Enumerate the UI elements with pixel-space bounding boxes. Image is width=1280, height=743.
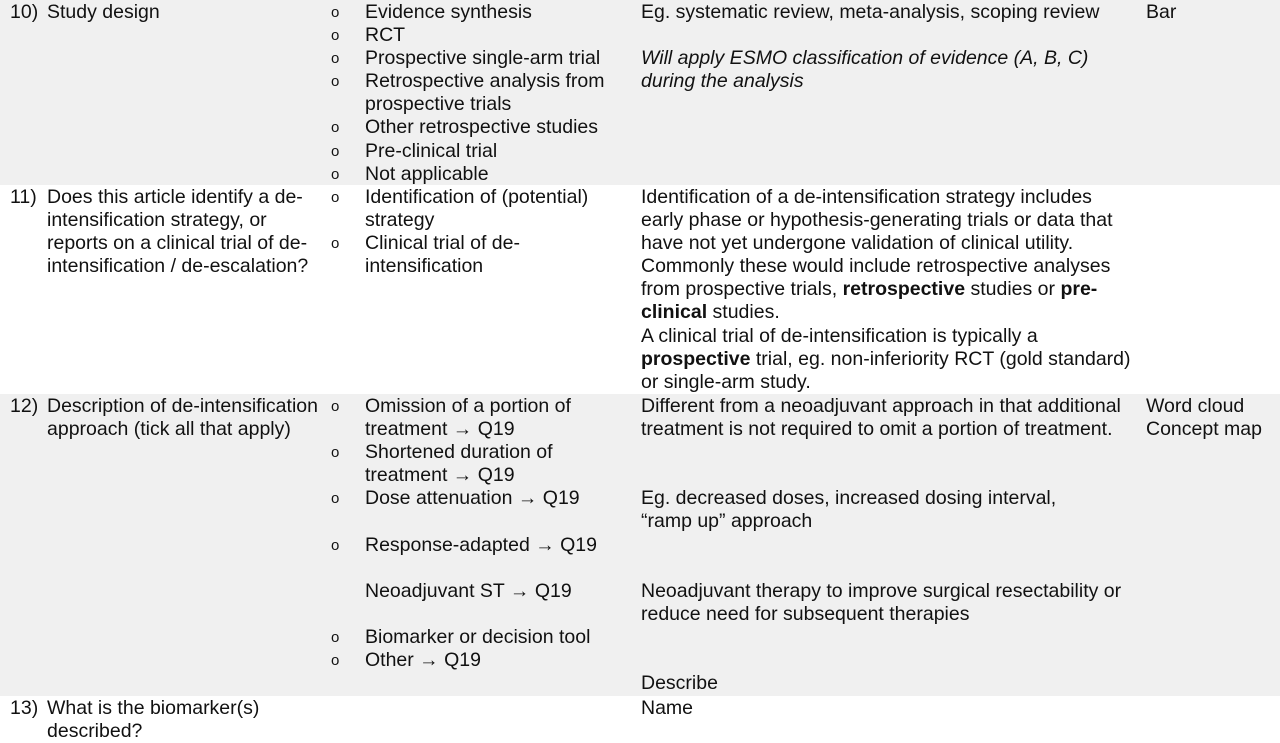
question-text: Does this article identify a de-intensification strategy, or reports on a clinical trial of de-intensification / de-escalation? bbox=[47, 186, 309, 278]
table-row-10 bbox=[0, 0, 1280, 185]
description-note: Will apply ESMO classification of evidence (A, B, C) during the analysis bbox=[641, 47, 1089, 93]
options-list bbox=[330, 186, 630, 278]
circle-bullet-icon: o bbox=[331, 398, 340, 415]
option-item: o RCT bbox=[331, 24, 406, 47]
table-row-11 bbox=[0, 185, 1280, 394]
option-item: o Evidence synthesis bbox=[331, 1, 532, 23]
circle-bullet-icon: o bbox=[331, 73, 340, 91]
circle-bullet-icon: o bbox=[331, 142, 340, 160]
visualization-type: Bar bbox=[1146, 1, 1177, 23]
question-number: 11) bbox=[10, 186, 37, 208]
description-paragraph: A clinical trial of de-intensification is typically a prospective trial, eg. non-inferiority RCT (gold standard) or single-arm study. bbox=[641, 324, 1131, 393]
visualization bbox=[1146, 395, 1280, 441]
visualization bbox=[1146, 1, 1280, 24]
table-row-13 bbox=[0, 696, 1280, 743]
table-row-12 bbox=[0, 394, 1280, 696]
option-item: o Not applicable bbox=[331, 162, 489, 185]
circle-bullet-icon: o bbox=[331, 189, 340, 206]
circle-bullet-icon: o bbox=[331, 235, 340, 253]
option-item: o Dose attenuation → Q19 bbox=[331, 487, 580, 510]
circle-bullet-icon: o bbox=[331, 490, 340, 508]
description bbox=[641, 1, 1136, 93]
question-number: 12) bbox=[10, 395, 39, 417]
circle-bullet-icon: o bbox=[331, 50, 340, 68]
option-item: o Omission of a portion of treatment → Q19 bbox=[331, 395, 571, 441]
description-name: Name bbox=[641, 697, 694, 719]
visualization-type: Word cloud bbox=[1146, 395, 1245, 417]
option-item: o Retrospective analysis from prospective trials bbox=[331, 70, 605, 116]
option-item: o Clinical trial of de-intensification bbox=[331, 232, 520, 278]
question-text: Description of de-intensification approach (tick all that apply) bbox=[47, 395, 318, 441]
description-example: Eg. systematic review, meta-analysis, scoping review bbox=[641, 1, 1100, 23]
question-text: What is the biomarker(s) described? bbox=[47, 697, 260, 743]
circle-bullet-icon: o bbox=[331, 652, 340, 670]
option-item: Neoadjuvant ST → Q19 bbox=[365, 579, 572, 602]
description-omission: Different from a neoadjuvant approach in that additional treatment is not required to omit a portion of treatment. bbox=[641, 395, 1121, 441]
circle-bullet-icon: o bbox=[331, 165, 340, 183]
visualization-type: Concept map bbox=[1146, 418, 1262, 441]
option-item: o Pre-clinical trial bbox=[331, 139, 498, 162]
option-item: o Biomarker or decision tool bbox=[331, 625, 591, 648]
description-neoadjuvant: Neoadjuvant therapy to improve surgical resectability or reduce need for subsequent therapies bbox=[641, 579, 1122, 625]
circle-bullet-icon: o bbox=[331, 119, 340, 137]
question-text: Study design bbox=[47, 1, 160, 23]
option-item: o Shortened duration of treatment → Q19 bbox=[331, 441, 553, 487]
circle-bullet-icon: o bbox=[331, 27, 340, 45]
option-item: o Other retrospective studies bbox=[331, 116, 599, 139]
circle-bullet-icon: o bbox=[331, 4, 340, 21]
option-item: o Other → Q19 bbox=[331, 649, 481, 672]
description bbox=[641, 186, 1136, 394]
question-number: 10) bbox=[10, 1, 39, 23]
option-item: o Identification of (potential) strategy bbox=[331, 186, 589, 232]
option-item: o Response-adapted → Q19 bbox=[331, 533, 597, 556]
description-dose: Eg. decreased doses, increased dosing interval, “ramp up” approach bbox=[641, 487, 1057, 533]
options-list bbox=[330, 395, 630, 672]
options-list bbox=[330, 1, 630, 186]
circle-bullet-icon: o bbox=[331, 536, 340, 554]
description-paragraph: Identification of a de-intensification strategy includes early phase or hypothesis-generating trials or data that have not yet undergone validation of clinical utility. Commonly these would include retrospective analyses from prospective trials, retrospective studies or pre-clinical studies. bbox=[641, 186, 1113, 324]
question-number: 13) bbox=[10, 697, 39, 719]
circle-bullet-icon: o bbox=[331, 628, 340, 646]
option-item: o Prospective single-arm trial bbox=[331, 47, 601, 70]
description bbox=[641, 697, 1136, 720]
description-other: Describe bbox=[641, 672, 718, 695]
circle-bullet-icon: o bbox=[331, 444, 340, 462]
description bbox=[641, 395, 1136, 695]
